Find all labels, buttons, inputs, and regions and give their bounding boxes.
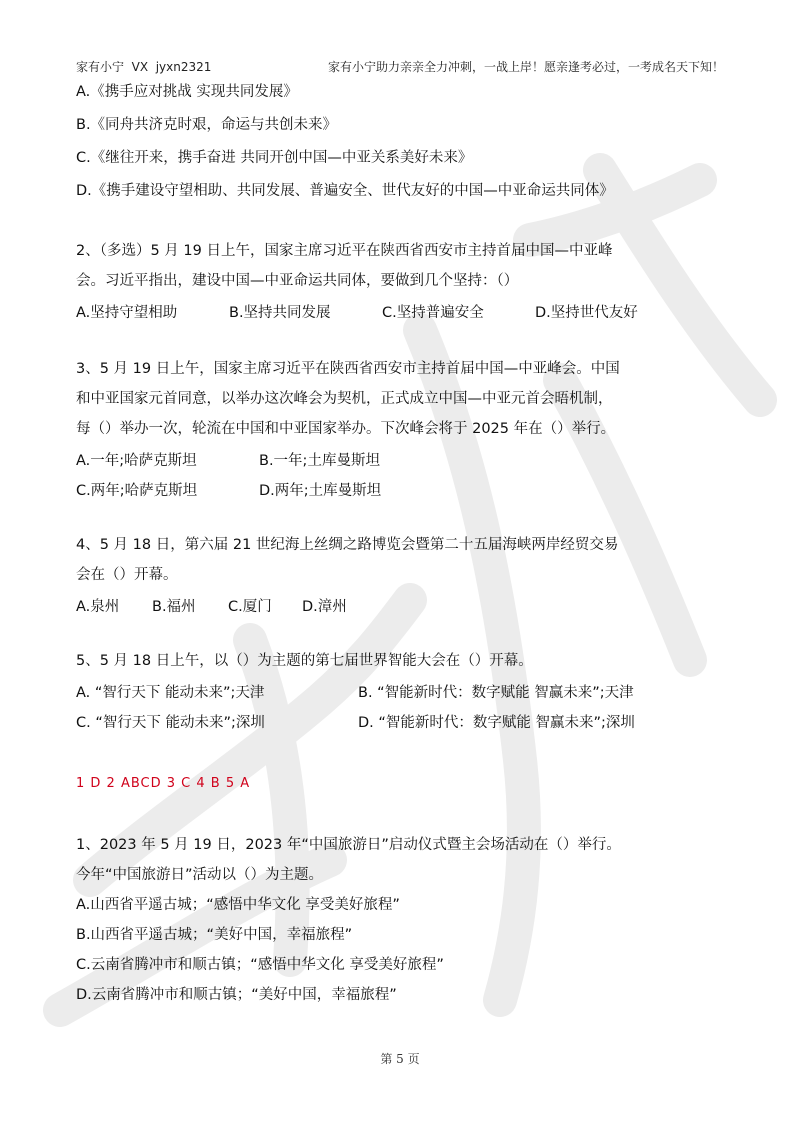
option-row (76, 590, 726, 620)
header-contact: 家有小宁 VX jyxn2321 (76, 60, 212, 74)
question-2 (76, 236, 726, 326)
option-d: D.《携手建设守望相助、共同发展、普遍安全、世代友好的中国—中亚命运共同体》 (76, 183, 614, 199)
option-c: C.两年;哈萨克斯坦 (76, 483, 198, 499)
option-row (76, 706, 726, 736)
option-row (76, 296, 726, 326)
option-d: D.坚持世代友好 (535, 305, 638, 321)
option-d: D.云南省腾冲市和顺古镇；“美好中国，幸福旅程” (76, 987, 397, 1003)
question-text: 会。习近平指出，建设中国—中亚命运共同体，要做到几个坚持：（） (76, 273, 519, 289)
option-b: B.福州 (152, 599, 196, 615)
question-text: 今年“中国旅游日”活动以（）为主题。 (76, 867, 324, 883)
page-number: 第 5 页 (380, 1052, 420, 1066)
option-a: A.坚持守望相助 (76, 305, 178, 321)
question-text: 每（）举办一次，轮流在中国和中亚国家举办。下次峰会将于 2025 年在（）举行。 (76, 421, 616, 437)
option-b: B. “智能新时代：数字赋能 智赢未来”;天津 (358, 685, 634, 701)
option-a: A.一年;哈萨克斯坦 (76, 453, 197, 469)
option-b: B.《同舟共济克时艰，命运与共创未来》 (76, 117, 338, 133)
option-row (76, 474, 726, 504)
option-c: C. “智行天下 能动未来”;深圳 (76, 715, 265, 731)
question-text: 会在（）开幕。 (76, 567, 178, 583)
option-b: B.一年;土库曼斯坦 (259, 453, 380, 469)
option-c: C.《继往开来，携手奋进 共同开创中国—中亚关系美好未来》 (76, 150, 473, 166)
option-b: B.山西省平遥古城；“美好中国，幸福旅程” (76, 927, 353, 943)
answer-key: 1 D 2 ABCD 3 C 4 B 5 A (76, 776, 251, 791)
option-d: D.漳州 (302, 599, 347, 615)
question-text: 2、（多选）5 月 19 日上午，国家主席习近平在陕西省西安市主持首届中国—中亚峰 (76, 243, 613, 259)
question-text: 1、2023 年 5 月 19 日，2023 年“中国旅游日”启动仪式暨主会场活动在（）举行。 (76, 837, 621, 853)
option-a: A.泉州 (76, 599, 120, 615)
option-c: C.云南省腾冲市和顺古镇；“感悟中华文化 享受美好旅程” (76, 957, 444, 973)
option-d: D.两年;土库曼斯坦 (259, 483, 382, 499)
question-text: 4、5 月 18 日，第六届 21 世纪海上丝绸之路博览会暨第二十五届海峡两岸经贸交易 (76, 537, 619, 553)
option-a: A.《携手应对挑战 实现共同发展》 (76, 84, 298, 100)
question-text: 和中亚国家元首同意，以举办这次峰会为契机，正式成立中国—中亚元首会晤机制， (76, 391, 613, 407)
prev-question-options (76, 82, 726, 214)
question-3 (76, 354, 726, 504)
header-slogan: 家有小宁助力亲亲全力冲刺，一战上岸！愿亲逢考必过，一考成名天下知！ (327, 60, 724, 74)
question-1-new (76, 830, 726, 1010)
option-c: C.厦门 (228, 599, 272, 615)
option-row (76, 444, 726, 474)
option-row (76, 676, 726, 706)
option-a: A. “智行天下 能动未来”;天津 (76, 685, 265, 701)
page-header (76, 58, 724, 76)
question-text: 5、5 月 18 日上午，以（）为主题的第七届世界智能大会在（）开幕。 (76, 653, 533, 669)
option-a: A.山西省平遥古城；“感悟中华文化 享受美好旅程” (76, 897, 400, 913)
page-content (76, 82, 726, 1010)
option-d: D. “智能新时代：数字赋能 智赢未来”;深圳 (358, 715, 635, 731)
option-c: C.坚持普遍安全 (382, 305, 484, 321)
question-text: 3、5 月 19 日上午，国家主席习近平在陕西省西安市主持首届中国—中亚峰会。中国 (76, 361, 620, 377)
option-b: B.坚持共同发展 (229, 305, 331, 321)
question-5 (76, 646, 726, 736)
question-4 (76, 530, 726, 620)
